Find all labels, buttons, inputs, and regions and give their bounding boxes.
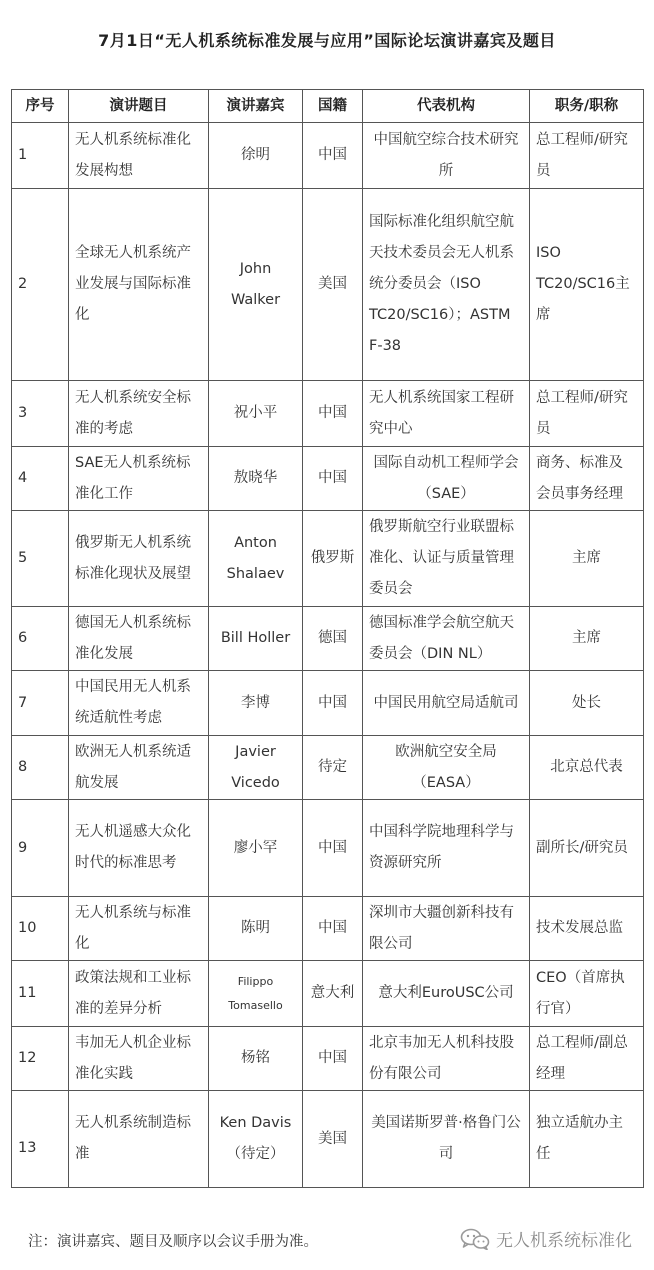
row-organization: 德国标准学会航空航天委员会（DIN NL） — [363, 607, 530, 671]
row-country: 中国 — [303, 123, 363, 189]
brand-name: 无人机系统标准化 — [496, 1231, 632, 1251]
row-number: 13 — [12, 1091, 69, 1188]
row-country: 待定 — [303, 736, 363, 800]
row-topic: 韦加无人机企业标准化实践 — [69, 1027, 209, 1091]
speaker-schedule-table — [11, 89, 644, 1188]
row-organization: 欧洲航空安全局（EASA） — [363, 736, 530, 800]
row-number: 1 — [12, 123, 69, 189]
row-number: 4 — [12, 447, 69, 511]
header-speaker: 演讲嘉宾 — [209, 90, 303, 123]
row-number: 3 — [12, 381, 69, 447]
header-number: 序号 — [12, 90, 69, 123]
table-row — [12, 897, 644, 961]
row-topic: 德国无人机系统标准化发展 — [69, 607, 209, 671]
row-position: 独立适航办主任 — [530, 1091, 644, 1188]
row-topic: 无人机系统安全标准的考虑 — [69, 381, 209, 447]
row-topic: 中国民用无人机系统适航性考虑 — [69, 671, 209, 736]
row-organization: 俄罗斯航空行业联盟标准化、认证与质量管理委员会 — [363, 511, 530, 607]
row-speaker: 廖小罕 — [209, 800, 303, 897]
row-country: 中国 — [303, 897, 363, 961]
row-speaker: Ken Davis（待定） — [209, 1091, 303, 1188]
row-country: 俄罗斯 — [303, 511, 363, 607]
row-organization: 国际标准化组织航空航天技术委员会无人机系统分委员会（ISO TC20/SC16）；ASTM F-38 — [363, 189, 530, 381]
row-number: 2 — [12, 189, 69, 381]
table-header-row — [12, 90, 644, 123]
header-topic: 演讲题目 — [69, 90, 209, 123]
row-position: ISO TC20/SC16主席 — [530, 189, 644, 381]
row-organization: 中国科学院地理科学与资源研究所 — [363, 800, 530, 897]
row-topic: 无人机系统与标准化 — [69, 897, 209, 961]
row-country: 美国 — [303, 189, 363, 381]
row-position: CEO（首席执行官） — [530, 961, 644, 1027]
row-number: 12 — [12, 1027, 69, 1091]
table-row — [12, 123, 644, 189]
row-number: 7 — [12, 671, 69, 736]
table-row — [12, 1091, 644, 1188]
header-country: 国籍 — [303, 90, 363, 123]
row-speaker: Anton Shalaev — [209, 511, 303, 607]
row-topic: SAE无人机系统标准化工作 — [69, 447, 209, 511]
row-topic: 无人机遥感大众化时代的标准思考 — [69, 800, 209, 897]
brand-watermark — [460, 1226, 632, 1251]
row-speaker: John Walker — [209, 189, 303, 381]
row-speaker: 陈明 — [209, 897, 303, 961]
row-topic: 俄罗斯无人机系统标准化现状及展望 — [69, 511, 209, 607]
row-position: 主席 — [530, 511, 644, 607]
row-speaker: 敖晓华 — [209, 447, 303, 511]
row-country: 美国 — [303, 1091, 363, 1188]
row-number: 11 — [12, 961, 69, 1027]
page-title: 7月1日“无人机系统标准发展与应用”国际论坛演讲嘉宾及题目 — [98, 31, 556, 50]
row-position: 处长 — [530, 671, 644, 736]
table-row — [12, 607, 644, 671]
row-organization: 中国航空综合技术研究所 — [363, 123, 530, 189]
row-organization: 中国民用航空局适航司 — [363, 671, 530, 736]
row-topic: 无人机系统制造标准 — [69, 1091, 209, 1188]
table-row — [12, 189, 644, 381]
row-position: 总工程师/研究员 — [530, 123, 644, 189]
row-topic: 欧洲无人机系统适航发展 — [69, 736, 209, 800]
row-organization: 北京韦加无人机科技股份有限公司 — [363, 1027, 530, 1091]
row-position: 北京总代表 — [530, 736, 644, 800]
row-speaker: Filippo Tomasello — [209, 961, 303, 1027]
row-organization: 深圳市大疆创新科技有限公司 — [363, 897, 530, 961]
table-row — [12, 736, 644, 800]
row-speaker: 杨铭 — [209, 1027, 303, 1091]
table-row — [12, 800, 644, 897]
row-speaker: 徐明 — [209, 123, 303, 189]
row-country: 中国 — [303, 800, 363, 897]
row-speaker: Javier Vicedo — [209, 736, 303, 800]
table-row — [12, 447, 644, 511]
table-row — [12, 381, 644, 447]
row-position: 技术发展总监 — [530, 897, 644, 961]
table-row — [12, 671, 644, 736]
row-position: 总工程师/副总经理 — [530, 1027, 644, 1091]
row-country: 中国 — [303, 447, 363, 511]
row-position: 主席 — [530, 607, 644, 671]
row-organization: 无人机系统国家工程研究中心 — [363, 381, 530, 447]
footer-note: 注：演讲嘉宾、题目及顺序以会议手册为准。 — [28, 1234, 318, 1250]
header-position: 职务/职称 — [530, 90, 644, 123]
row-topic: 无人机系统标准化发展构想 — [69, 123, 209, 189]
row-speaker: Bill Holler — [209, 607, 303, 671]
row-country: 意大利 — [303, 961, 363, 1027]
row-number: 9 — [12, 800, 69, 897]
header-organization: 代表机构 — [363, 90, 530, 123]
row-position: 商务、标准及会员事务经理 — [530, 447, 644, 511]
row-position: 副所长/研究员 — [530, 800, 644, 897]
wechat-icon — [460, 1228, 490, 1250]
row-organization: 国际自动机工程师学会（SAE） — [363, 447, 530, 511]
table-row — [12, 1027, 644, 1091]
row-number: 10 — [12, 897, 69, 961]
row-number: 6 — [12, 607, 69, 671]
table-row — [12, 961, 644, 1027]
row-organization: 美国诺斯罗普·格鲁门公司 — [363, 1091, 530, 1188]
row-speaker: 李博 — [209, 671, 303, 736]
row-country: 中国 — [303, 671, 363, 736]
row-position: 总工程师/研究员 — [530, 381, 644, 447]
table-row — [12, 511, 644, 607]
row-country: 中国 — [303, 1027, 363, 1091]
row-number: 8 — [12, 736, 69, 800]
row-organization: 意大利EuroUSC公司 — [363, 961, 530, 1027]
row-number: 5 — [12, 511, 69, 607]
row-speaker: 祝小平 — [209, 381, 303, 447]
row-country: 中国 — [303, 381, 363, 447]
row-country: 德国 — [303, 607, 363, 671]
row-topic: 全球无人机系统产业发展与国际标准化 — [69, 189, 209, 381]
row-topic: 政策法规和工业标准的差异分析 — [69, 961, 209, 1027]
